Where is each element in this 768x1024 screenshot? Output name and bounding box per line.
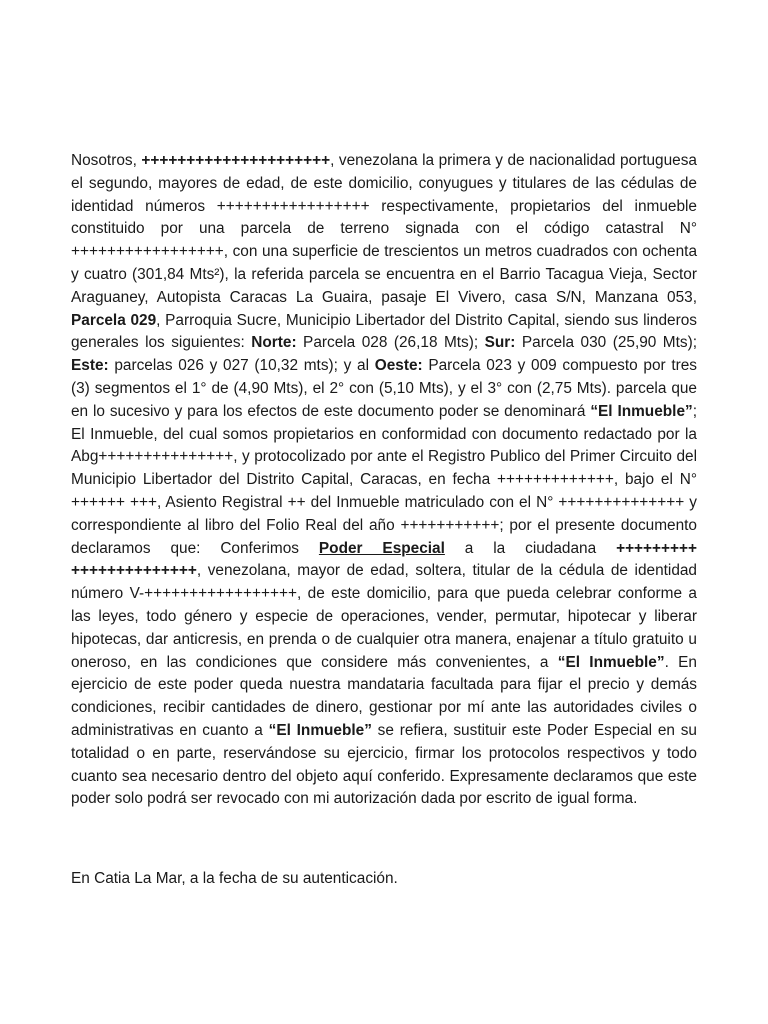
text-segment: . En ejercicio de este poder queda nuestra mandataria facultada para fijar el precio y demás condiciones, recibir cantidades de dinero, gestionar por mí ante las autoridades civiles o administrativas en cuanto a [71,653,697,739]
boundary-south-label: Sur: [484,334,516,352]
text-segment: parcelas 026 y 027 (10,32 mts); y al [108,357,375,375]
text-segment: Parcela 023 y 009 compuesto por tres (3) segmentos el 1° de (4,90 Mts), el 2° con (5,10 Mts), y el 3° con (2,75 Mts). parcela que en lo sucesivo y para los efectos de este documento poder se denominará [71,357,698,420]
text-segment: se refiera, sustituir este Poder Especial en su totalidad o en parte, reservándose su ejercicio, firmar los protocolos respectivos y todo cuanto sea necesario dentro del objeto aquí conferido. Expresamente declaramos que este poder solo podrá ser revocado con mi autorización dada por escrito de igual forma. [71,721,697,808]
text-segment: Parcela 030 (25,90 Mts); [515,334,698,352]
text-segment: ; El Inmueble, del cual somos propietarios en conformidad con documento redactado por la Abg+++++++++++++++, y protocolizado por ante el Registro Publico del Primer Circuito del Municipio Libertador del Distrito Capital, Caracas, en fecha +++++++++++++, bajo el N° ++++++ +++, Asiento Registral ++ del Inmueble matriculado con el N° ++++++++++++++ y correspondiente al libro del Folio Real del año +++++++++++; por el presente documento declaramos que: Conferimos [71,402,697,557]
power-of-attorney-paragraph [71,150,697,811]
text-segment: Nosotros, [71,152,142,169]
attorney-name-redacted: +++++++++ ++++++++++++++ [71,539,697,580]
property-term: “El Inmueble” [590,402,693,420]
text-segment: , venezolana la primera y de nacionalidad portuguesa el segundo, mayores de edad, de este domicilio, conyugues y titulares de las cédulas de identidad números +++++++++++++++++ respectivamente, propietarios del inmueble constituido por una parcela de terreno signada con el código catastral N° +++++++++++++++++, con una superficie de trescientos un metros cuadrados con ochenta y cuatro (301,84 Mts²), la referida parcela se encuentra en el Barrio Tacagua Vieja, Sector Araguaney, Autopista Caracas La Guaira, pasaje El Vivero, casa S/N, Manzana 053, [71,152,697,306]
parcel-number: Parcela 029 [71,311,157,329]
special-power-term: Poder Especial [318,539,445,557]
text-segment: , Parroquia Sucre, Municipio Libertador del Distrito Capital, siendo sus linderos generales los siguientes: [71,311,697,352]
text-segment: Parcela 028 (26,18 Mts); [296,334,485,352]
property-term: “El Inmueble” [268,721,372,739]
boundary-east-label: Este: [71,357,109,375]
text-segment: , venezolana, mayor de edad, soltera, titular de la cédula de identidad número V-+++++++++++++++++, de este domicilio, para que pueda celebrar conforme a las leyes, todo género y especie de operaciones, vender, permutar, hipotecar y liberar hipotecas, dar anticresis, en prenda o de cualquier otra manera, enajenar a título gratuito u oneroso, en las condiciones que considere más convenientes, a [71,562,697,671]
closing-line: En Catia La Mar, a la fecha de su autenticación. [71,870,398,887]
text-segment: a la ciudadana [444,539,617,557]
boundary-north-label: Norte: [251,334,297,352]
property-term: “El Inmueble” [557,653,665,671]
grantors-names-redacted: +++++++++++++++++++++ [141,152,331,169]
boundary-west-label: Oeste: [374,357,423,375]
